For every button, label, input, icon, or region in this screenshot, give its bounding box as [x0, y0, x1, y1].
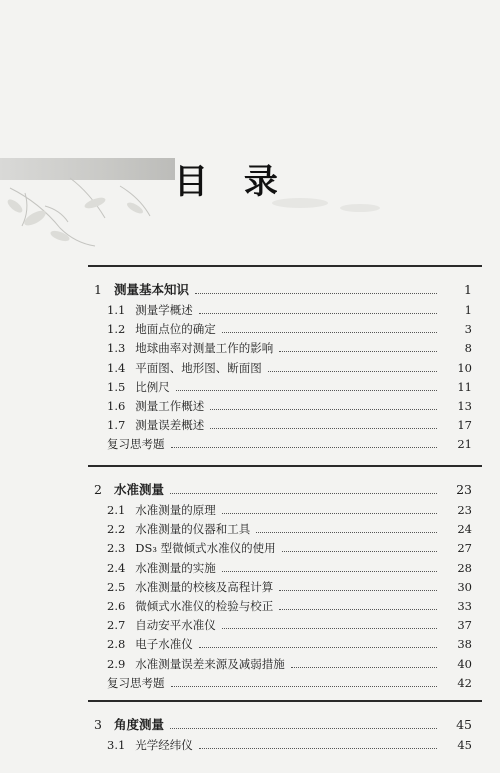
section-entry[interactable] — [0, 378, 500, 396]
dot-leader — [222, 571, 437, 572]
entry-title: 地面点位的确定 — [135, 322, 216, 337]
entry-label — [107, 378, 170, 396]
entry-label — [94, 281, 189, 299]
entry-title: 水准测量 — [113, 482, 164, 497]
entry-number: 2 — [94, 482, 102, 497]
entry-number: 1.7 — [107, 418, 126, 433]
entry-title: 水准测量误差来源及减弱措施 — [135, 656, 285, 671]
entry-label — [107, 539, 276, 557]
section-entry[interactable] — [0, 539, 500, 557]
section-entry[interactable] — [0, 559, 500, 577]
entry-title: 水准测量的校核及高程计算 — [135, 579, 274, 594]
page-number: 3 — [464, 322, 472, 337]
entry-label — [107, 736, 193, 754]
dot-leader — [171, 447, 438, 448]
entry-label — [107, 674, 165, 692]
chapter-entry[interactable] — [0, 481, 500, 499]
entry-title: 测量学概述 — [135, 303, 193, 317]
entry-number: 1.2 — [107, 322, 126, 337]
dot-leader — [199, 748, 437, 749]
entry-label — [107, 635, 193, 653]
page-number: 10 — [457, 360, 472, 375]
entry-label — [107, 416, 204, 434]
dot-leader — [279, 351, 437, 352]
entry-label — [107, 520, 250, 538]
entry-number: 3 — [94, 717, 102, 732]
entry-title: 水准测量的实施 — [135, 560, 216, 575]
entry-label — [107, 597, 273, 615]
entry-title: 角度测量 — [113, 717, 164, 732]
page-number: 21 — [457, 437, 472, 452]
entry-number: 2.5 — [107, 579, 126, 594]
entry-title: 测量基本知识 — [113, 282, 189, 297]
page-number: 40 — [457, 656, 472, 671]
entry-label — [107, 435, 165, 453]
entry-number: 2.2 — [107, 522, 126, 537]
dot-leader — [210, 409, 437, 410]
entry-number: 1.3 — [107, 341, 126, 356]
page-number: 45 — [456, 717, 472, 732]
dot-leader — [291, 667, 437, 668]
review-entry[interactable] — [0, 674, 500, 692]
entry-number: 2.6 — [107, 599, 126, 613]
entry-label — [107, 501, 216, 519]
dot-leader — [170, 493, 437, 494]
section-entry[interactable] — [0, 616, 500, 634]
entry-label — [107, 616, 216, 634]
dot-leader — [256, 532, 437, 533]
page-number: 38 — [457, 637, 472, 652]
section-entry[interactable] — [0, 597, 500, 615]
entry-label — [107, 301, 193, 319]
entry-number: 2.4 — [107, 560, 126, 575]
page-number: 28 — [457, 560, 472, 575]
entry-title: 复习思考题 — [107, 437, 165, 452]
entry-title: 测量误差概述 — [135, 418, 205, 433]
section-entry[interactable] — [0, 397, 500, 415]
entry-title: DS₃ 型微倾式水准仪的使用 — [135, 541, 276, 556]
page-number: 33 — [457, 599, 472, 613]
entry-number: 2.1 — [107, 503, 126, 517]
entry-label — [107, 397, 204, 415]
entry-title: 水准测量的仪器和工具 — [135, 522, 251, 537]
entry-label — [107, 339, 273, 357]
page-number: 24 — [457, 522, 472, 537]
entry-title: 地球曲率对测量工作的影响 — [135, 341, 274, 356]
dot-leader — [171, 686, 438, 687]
entry-title: 比例尺 — [135, 379, 170, 394]
entry-title: 微倾式水准仪的检验与校正 — [135, 599, 274, 613]
entry-number: 2.9 — [107, 656, 126, 671]
dot-leader — [268, 371, 437, 372]
section-entry[interactable] — [0, 339, 500, 357]
section-entry[interactable] — [0, 655, 500, 673]
entry-number: 1.5 — [107, 379, 126, 394]
entry-label — [107, 578, 273, 596]
chapter-entry[interactable] — [0, 716, 500, 734]
entry-label — [94, 716, 164, 734]
dot-leader — [222, 628, 437, 629]
page-number: 23 — [456, 482, 472, 497]
page-number: 8 — [464, 341, 472, 356]
page-number: 1 — [464, 282, 472, 297]
dot-leader — [170, 728, 437, 729]
dot-leader — [199, 647, 437, 648]
page-number: 1 — [464, 303, 472, 317]
dot-leader — [176, 390, 437, 391]
entry-number: 2.7 — [107, 618, 126, 633]
dot-leader — [210, 428, 437, 429]
page-number: 11 — [457, 379, 472, 394]
section-entry[interactable] — [0, 736, 500, 754]
entry-label — [107, 320, 216, 338]
entry-label — [94, 481, 164, 499]
entry-label — [107, 559, 216, 577]
chapter-rule — [88, 700, 482, 702]
page-number: 30 — [457, 579, 472, 594]
chapter-rule — [88, 265, 482, 267]
entry-number: 1.1 — [107, 303, 126, 317]
entry-number: 3.1 — [107, 738, 126, 752]
entry-label — [107, 359, 262, 377]
entry-title: 水准测量的原理 — [135, 503, 216, 517]
section-entry[interactable] — [0, 578, 500, 596]
entry-number: 1.4 — [107, 360, 126, 375]
dot-leader — [279, 609, 437, 610]
page-number: 23 — [457, 503, 472, 517]
dot-leader — [199, 313, 437, 314]
page-number: 13 — [457, 399, 472, 413]
section-entry[interactable] — [0, 320, 500, 338]
chapter-rule — [88, 465, 482, 467]
entry-title: 测量工作概述 — [135, 399, 205, 413]
entry-title: 复习思考题 — [107, 675, 165, 690]
entry-title: 光学经纬仪 — [135, 738, 193, 752]
page-number: 45 — [457, 738, 472, 752]
dot-leader — [282, 551, 437, 552]
entry-number: 2.3 — [107, 541, 126, 556]
section-entry[interactable] — [0, 520, 500, 538]
page-number: 17 — [457, 418, 472, 433]
section-entry[interactable] — [0, 635, 500, 653]
section-entry[interactable] — [0, 301, 500, 319]
entry-title: 自动安平水准仪 — [135, 618, 216, 633]
page-number: 27 — [457, 541, 472, 556]
dot-leader — [195, 293, 437, 294]
dot-leader — [222, 513, 437, 514]
entry-title: 平面图、地形图、断面图 — [135, 360, 262, 375]
page-title: 目 录 — [174, 162, 290, 202]
section-entry[interactable] — [0, 359, 500, 377]
chapter-entry[interactable] — [0, 281, 500, 299]
dot-leader — [222, 332, 437, 333]
section-entry[interactable] — [0, 501, 500, 519]
review-entry[interactable] — [0, 435, 500, 453]
entry-label — [107, 655, 285, 673]
page-number: 37 — [457, 618, 472, 633]
dot-leader — [279, 590, 437, 591]
entry-title: 电子水准仪 — [135, 637, 193, 652]
entry-number: 2.8 — [107, 637, 126, 652]
page-number: 42 — [457, 675, 472, 690]
entry-number: 1.6 — [107, 399, 126, 413]
entry-number: 1 — [94, 282, 102, 297]
section-entry[interactable] — [0, 416, 500, 434]
